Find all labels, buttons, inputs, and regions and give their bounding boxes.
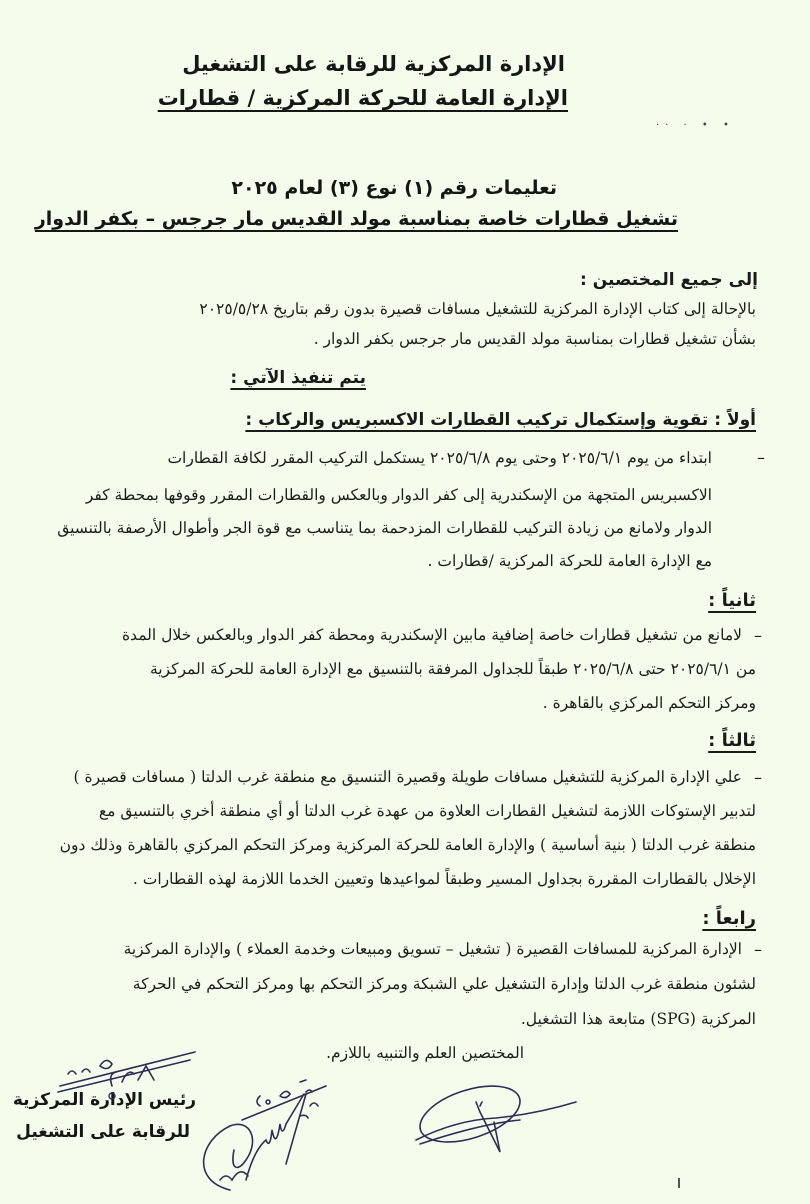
section-1-heading: أولاً : تقوية وإستكمال تركيب القطارات الاكسبريس والركاب : bbox=[245, 410, 756, 430]
reference-line-1: بالإحالة إلى كتاب الإدارة المركزية للتشغيل مسافات قصيرة بدون رقم بتاريخ ٢٠٢٥/٥/٢٨ bbox=[199, 300, 756, 318]
signatory-title-line-2: للرقابة على التشغيل bbox=[16, 1122, 190, 1142]
section-4-line-3: المركزية (SPG) متابعة هذا التشغيل. bbox=[520, 1010, 756, 1028]
addressee-label: إلى جميع المختصين : bbox=[580, 270, 758, 290]
instruction-number: تعليمات رقم (١) نوع (٣) لعام ٢٠٢٥ bbox=[231, 177, 557, 199]
section-1-line-4: مع الإدارة العامة للحركة المركزية /قطارات . bbox=[427, 552, 712, 570]
section-1-line-1: ابتداء من يوم ٢٠٢٥/٦/١ وحتى يوم ٢٠٢٥/٦/٨ يستكمل التركيب المقرر لكافة القطارات bbox=[167, 449, 712, 467]
section-2-line-3: ومركز التحكم المركزي بالقاهرة . bbox=[542, 694, 756, 712]
org-line-1: الإدارة المركزية للرقابة على التشغيل bbox=[182, 52, 565, 76]
scan-specks: • • · ·· bbox=[656, 120, 735, 131]
org-line-2: الإدارة العامة للحركة المركزية / قطارات bbox=[157, 86, 568, 110]
section-3-line-2: لتدبير الإستوكات اللازمة لتشغيل القطارات العلاوة من عهدة غرب الدلتا أو أي منطقة أخري بالتنسيق مع bbox=[98, 802, 756, 820]
section-4-line-2: لشئون منطقة غرب الدلتا وإدارة التشغيل علي الشبكة ومركز التحكم بها ومركز التحكم في الحركة bbox=[132, 975, 756, 993]
section-2-line-2: من ٢٠٢٥/٦/١ حتى ٢٠٢٥/٦/٨ طبقاً للجداول المرفقة بالتنسيق مع الإدارة العامة للحركة المركزية bbox=[149, 660, 756, 678]
section-3-line-4: الإخلال بالقطارات المقررة بجداول المسير وطبقاً لمواعيدها وتعيين الخدما اللازمة لهذه القطارات . bbox=[132, 870, 756, 888]
section-2-bullet: – bbox=[754, 626, 762, 645]
closing-line: المختصين العلم والتنبيه باللازم. bbox=[326, 1044, 524, 1062]
signatory-title-line-1: رئيس الإدارة المركزية bbox=[12, 1090, 196, 1110]
signature-right bbox=[410, 1080, 610, 1160]
section-1-line-2: الاكسبريس المتجهة من الإسكندرية إلى كفر الدوار وبالعكس والقطارات المقرر وقوفها بمحطة كفر bbox=[85, 486, 712, 504]
section-1-line-3: الدوار ولامانع من زيادة التركيب للقطارات المزدحمة بما يتناسب مع قوة الجر وأطوال الأرصفة بالتنسيق bbox=[57, 519, 712, 537]
section-4-heading: رابعاً : bbox=[702, 908, 756, 929]
section-3-bullet: – bbox=[754, 768, 762, 787]
scan-mark bbox=[678, 1178, 680, 1188]
section-1-bullet: – bbox=[757, 448, 765, 467]
section-2-line-1: لامانع من تشغيل قطارات خاصة إضافية مابين الإسكندرية ومحطة كفر الدوار وبالعكس خلال المدة bbox=[121, 626, 742, 644]
reference-line-2: بشأن تشغيل قطارات بمناسبة مولد القديس مار جرجس بكفر الدوار . bbox=[313, 330, 756, 348]
section-4-bullet: – bbox=[754, 940, 762, 959]
subject-line: تشغيل قطارات خاصة بمناسبة مولد القديس مار جرجس – بكفر الدوار bbox=[34, 208, 678, 230]
signature-middle bbox=[190, 1080, 370, 1200]
section-4-line-1: الإدارة المركزية للمسافات القصيرة ( تشغيل – تسويق ومبيعات وخدمة العملاء ) والإدارة المركزية bbox=[123, 940, 742, 958]
section-2-heading: ثانياً : bbox=[708, 590, 756, 611]
section-3-line-3: منطقة غرب الدلتا ( بنية أساسية ) والإدارة العامة للحركة المركزية ومركز التحكم المركزي بالقاهرة وذلك دون bbox=[59, 836, 756, 854]
section-3-heading: ثالثاً : bbox=[708, 730, 756, 751]
section-3-line-1: علي الإدارة المركزية للتشغيل مسافات طويلة وقصيرة التنسيق مع منطقة غرب الدلتا ( مسافات قصيرة ) bbox=[73, 768, 742, 786]
execute-heading: يتم تنفيذ الآتي : bbox=[230, 368, 366, 388]
handwritten-date-left bbox=[40, 1046, 210, 1096]
